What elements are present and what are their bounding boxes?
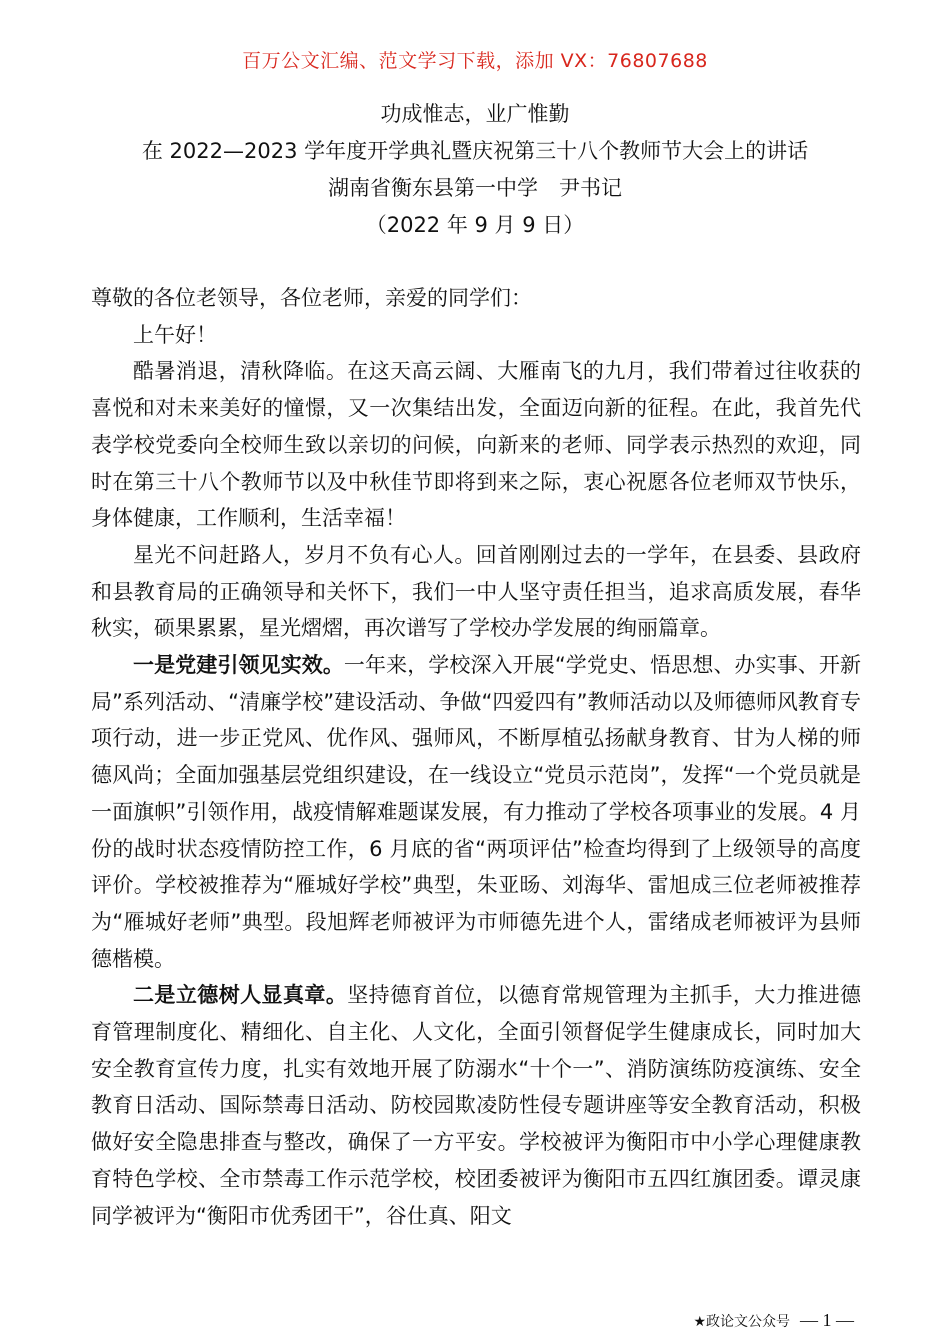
paragraph-2: 星光不问赶路人，岁月不负有心人。回首刚刚过去的一学年，在县委、县政府和县教育局的正确领导和关怀下，我们一中人坚守责任担当，追求高质发展，春华秋实，硕果累累，星光熠熠，再次谱写了学校办学发展的绚丽篇章。 <box>91 542 861 641</box>
salutation: 尊敬的各位老领导，各位老师，亲爱的同学们： <box>91 286 532 310</box>
paragraph-4 <box>91 977 861 1234</box>
speech-body <box>91 280 861 1234</box>
promo-banner: 百万公文汇编、范文学习下载，添加 VX：76807688 <box>242 50 708 72</box>
document-header <box>0 96 950 244</box>
greeting: 上午好！ <box>133 322 217 347</box>
paragraph-3 <box>91 647 861 977</box>
page-number: — 1 — <box>800 1310 854 1330</box>
speech-subtitle: 在 2022—2023 学年度开学典礼暨庆祝第三十八个教师节大会上的讲话 <box>141 139 809 163</box>
paragraph-3-heading: 一是党建引领见实效。 <box>133 653 344 678</box>
footer-source: ★政论文公众号 <box>693 1314 790 1330</box>
speech-title: 功成惟志，业广惟勤 <box>380 102 570 126</box>
page-footer <box>693 1310 854 1331</box>
speech-author: 湖南省衡东县第一中学 尹书记 <box>328 176 622 200</box>
paragraph-3-text: 一年来，学校深入开展“学党史、悟思想、办实事、开新局”系列活动、“清廉学校”建设活动、争做“四爱四有”教师活动以及师德师风教育专项行动，进一步正党风、优作风、强师风，不断厚植弘扬献身教育、甘为人梯的师德风尚；全面加强基层党组织建设，在一线设立“党员示范岗”，发挥“一个党员就是一面旗帜”引领作用，战疫情解难题谋发展，有力推动了学校各项事业的发展。4 月份的战时状态疫情防控工作，6 月底的省“两项评估”检查均得到了上级领导的高度评价。学校被推荐为“雁城好学校”典型，朱亚旸、刘海华、雷旭成三位老师被推荐为“雁城好老师”典型。段旭辉老师被评为市师德先进个人，雷绪成老师被评为县师德楷模。 <box>91 653 861 971</box>
paragraph-1: 酷暑消退，清秋降临。在这天高云阔、大雁南飞的九月，我们带着过往收获的喜悦和对未来美好的憧憬，又一次集结出发，全面迈向新的征程。在此，我首先代表学校党委向全校师生致以亲切的问候，向新来的老师、同学表示热烈的欢迎，同时在第三十八个教师节以及中秋佳节即将到来之际，衷心祝愿各位老师双节快乐，身体健康，工作顺利，生活幸福！ <box>91 359 861 531</box>
speech-date: （2022 年 9 月 9 日） <box>365 213 585 237</box>
paragraph-4-text: 坚持德育首位，以德育常规管理为主抓手，大力推进德育管理制度化、精细化、自主化、人文化，全面引领督促学生健康成长，同时加大安全教育宣传力度，扎实有效地开展了防溺水“十个一”、消防演练防疫演练、安全教育日活动、国际禁毒日活动、防校园欺凌防性侵专题讲座等安全教育活动，积极做好安全隐患排查与整改，确保了一方平安。学校被评为衡阳市中小学心理健康教育特色学校、全市禁毒工作示范学校，校团委被评为衡阳市五四红旗团委。谭灵康同学被评为“衡阳市优秀团干”，谷仕真、阳文 <box>91 983 862 1228</box>
paragraph-4-heading: 二是立德树人显真章。 <box>133 983 348 1008</box>
